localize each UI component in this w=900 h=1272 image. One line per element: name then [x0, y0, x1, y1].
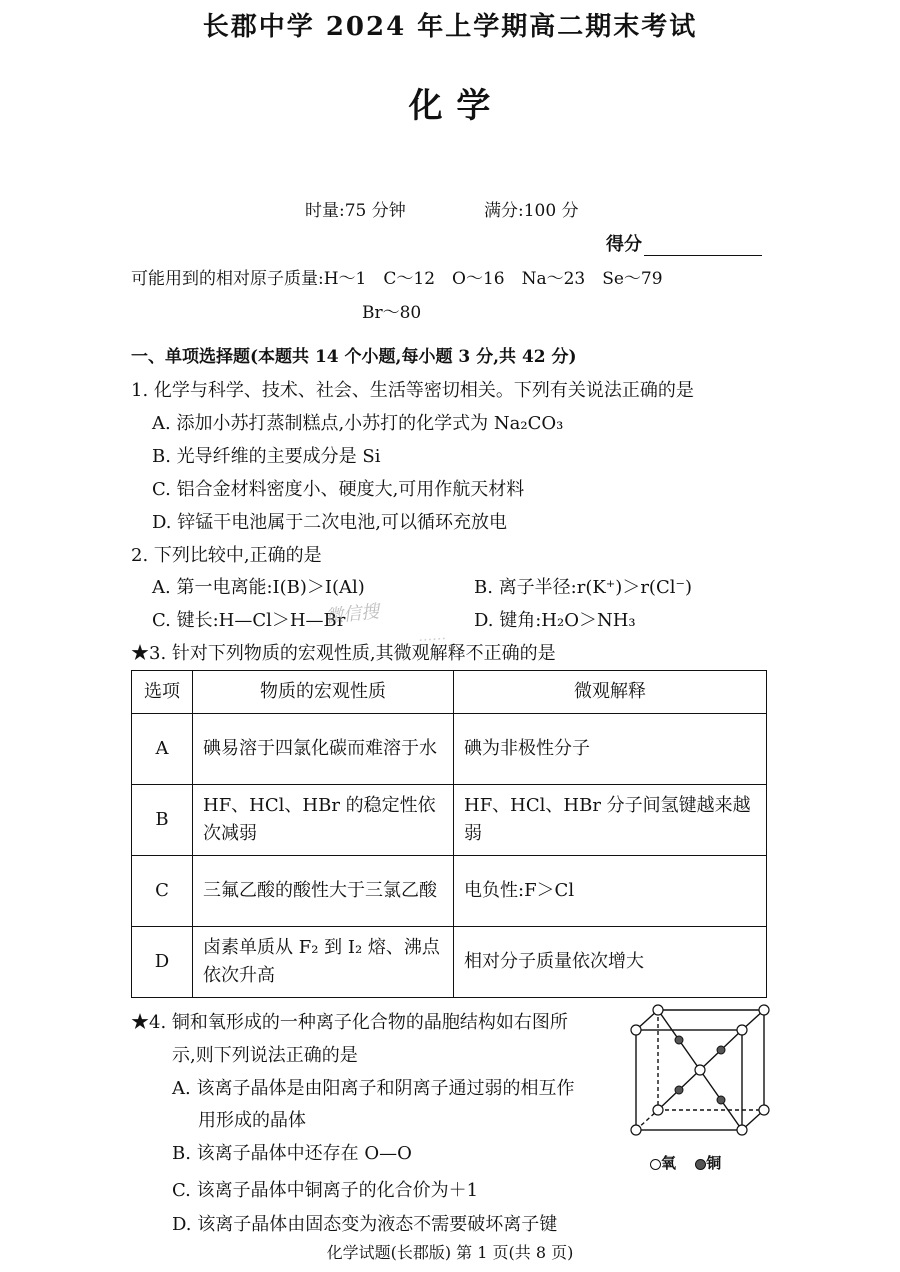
q4-option-c: C. 该离子晶体中铜离子的化合价为＋1 — [172, 1180, 479, 1201]
q2-option-c: C. 键长:H—Cl＞H—Br — [152, 610, 346, 631]
exam-time: 时量:75 分钟 — [305, 201, 406, 221]
q4-option-a-line1: A. 该离子晶体是由阳离子和阴离子通过弱的相互作 — [172, 1078, 575, 1099]
score-label: 得分 — [606, 234, 642, 255]
exam-title: 长郡中学 2024 年上学期高二期末考试 — [202, 12, 698, 42]
q1-stem: 1. 化学与科学、技术、社会、生活等密切相关。下列有关说法正确的是 — [131, 380, 694, 401]
q2-stem: 2. 下列比较中,正确的是 — [131, 545, 322, 566]
q3-header-macro: 物质的宏观性质 — [193, 671, 454, 714]
subject-title: 化 学 — [408, 86, 492, 126]
section-heading: 一、单项选择题(本题共 14 个小题,每小题 3 分,共 42 分) — [131, 347, 577, 367]
full-score: 满分:100 分 — [484, 201, 579, 221]
q3-row-macro: 三氟乙酸的酸性大于三氯乙酸 — [193, 856, 454, 927]
q4-option-a-line2: 用形成的晶体 — [198, 1110, 306, 1131]
q3-row-b — [132, 785, 767, 856]
q3-row-option: A — [132, 714, 193, 785]
page-footer: 化学试题(长郡版) 第 1 页(共 8 页) — [326, 1243, 574, 1262]
q3-table — [131, 670, 767, 998]
q3-row-macro: 卤素单质从 F₂ 到 I₂ 熔、沸点依次升高 — [193, 927, 454, 998]
atomic-mass-values: H～1 C～12 O～16 Na～23 Se～79 — [323, 269, 663, 289]
q2-option-b: B. 离子半径:r(K⁺)＞r(Cl⁻) — [474, 577, 693, 598]
unit-cell-diagram — [628, 1002, 778, 1152]
q3-row-micro: 电负性:F＞Cl — [454, 856, 767, 927]
q3-row-micro: 相对分子质量依次增大 — [454, 927, 767, 998]
q3-row-macro: 碘易溶于四氯化碳而难溶于水 — [193, 714, 454, 785]
q1-option-a: A. 添加小苏打蒸制糕点,小苏打的化学式为 Na₂CO₃ — [152, 413, 564, 434]
atomic-mass-line2: Br～80 — [362, 303, 422, 323]
q1-option-d: D. 锌锰干电池属于二次电池,可以循环充放电 — [152, 512, 507, 533]
q2-option-d: D. 键角:H₂O＞NH₃ — [474, 610, 636, 631]
atomic-mass-line1 — [131, 264, 663, 289]
q1-option-c: C. 铝合金材料密度小、硬度大,可用作航天材料 — [152, 479, 525, 500]
q4-option-d: D. 该离子晶体由固态变为液态不需要破坏离子键 — [172, 1214, 558, 1235]
q3-row-option: D — [132, 927, 193, 998]
q4-stem-line1: ★4. 铜和氧形成的一种离子化合物的晶胞结构如右图所 — [131, 1012, 568, 1033]
q3-row-option: B — [132, 785, 193, 856]
copper-legend-icon — [695, 1159, 706, 1170]
q4-option-b: B. 该离子晶体中还存在 O—O — [172, 1143, 412, 1164]
q3-row-c — [132, 856, 767, 927]
q3-table-header — [132, 671, 767, 714]
q3-header-micro: 微观解释 — [454, 671, 767, 714]
q2-option-a: A. 第一电离能:I(B)＞I(Al) — [152, 577, 365, 598]
legend-oxygen-label: 氧 — [661, 1154, 677, 1172]
q3-row-macro: HF、HCl、HBr 的稳定性依次减弱 — [193, 785, 454, 856]
q3-row-a — [132, 714, 767, 785]
q3-row-d — [132, 927, 767, 998]
legend-copper-label: 铜 — [706, 1154, 722, 1172]
watermark-text-2: …… — [417, 627, 447, 645]
q1-option-b: B. 光导纤维的主要成分是 Si — [152, 446, 381, 467]
q3-row-micro: HF、HCl、HBr 分子间氢键越来越弱 — [454, 785, 767, 856]
q3-stem: ★3. 针对下列物质的宏观性质,其微观解释不正确的是 — [131, 643, 556, 664]
q4-stem-line2: 示,则下列说法正确的是 — [172, 1045, 358, 1066]
oxygen-legend-icon — [650, 1159, 661, 1170]
atomic-mass-label: 可能用到的相对原子质量: — [131, 269, 324, 289]
score-blank — [644, 235, 762, 256]
watermark-text: 微信搜 — [324, 601, 381, 628]
q3-row-micro: 碘为非极性分子 — [454, 714, 767, 785]
q3-row-option: C — [132, 856, 193, 927]
score-field — [606, 230, 762, 256]
figure-legend — [650, 1152, 721, 1173]
crystal-cell-figure — [628, 1002, 778, 1178]
q3-header-option: 选项 — [132, 671, 193, 714]
